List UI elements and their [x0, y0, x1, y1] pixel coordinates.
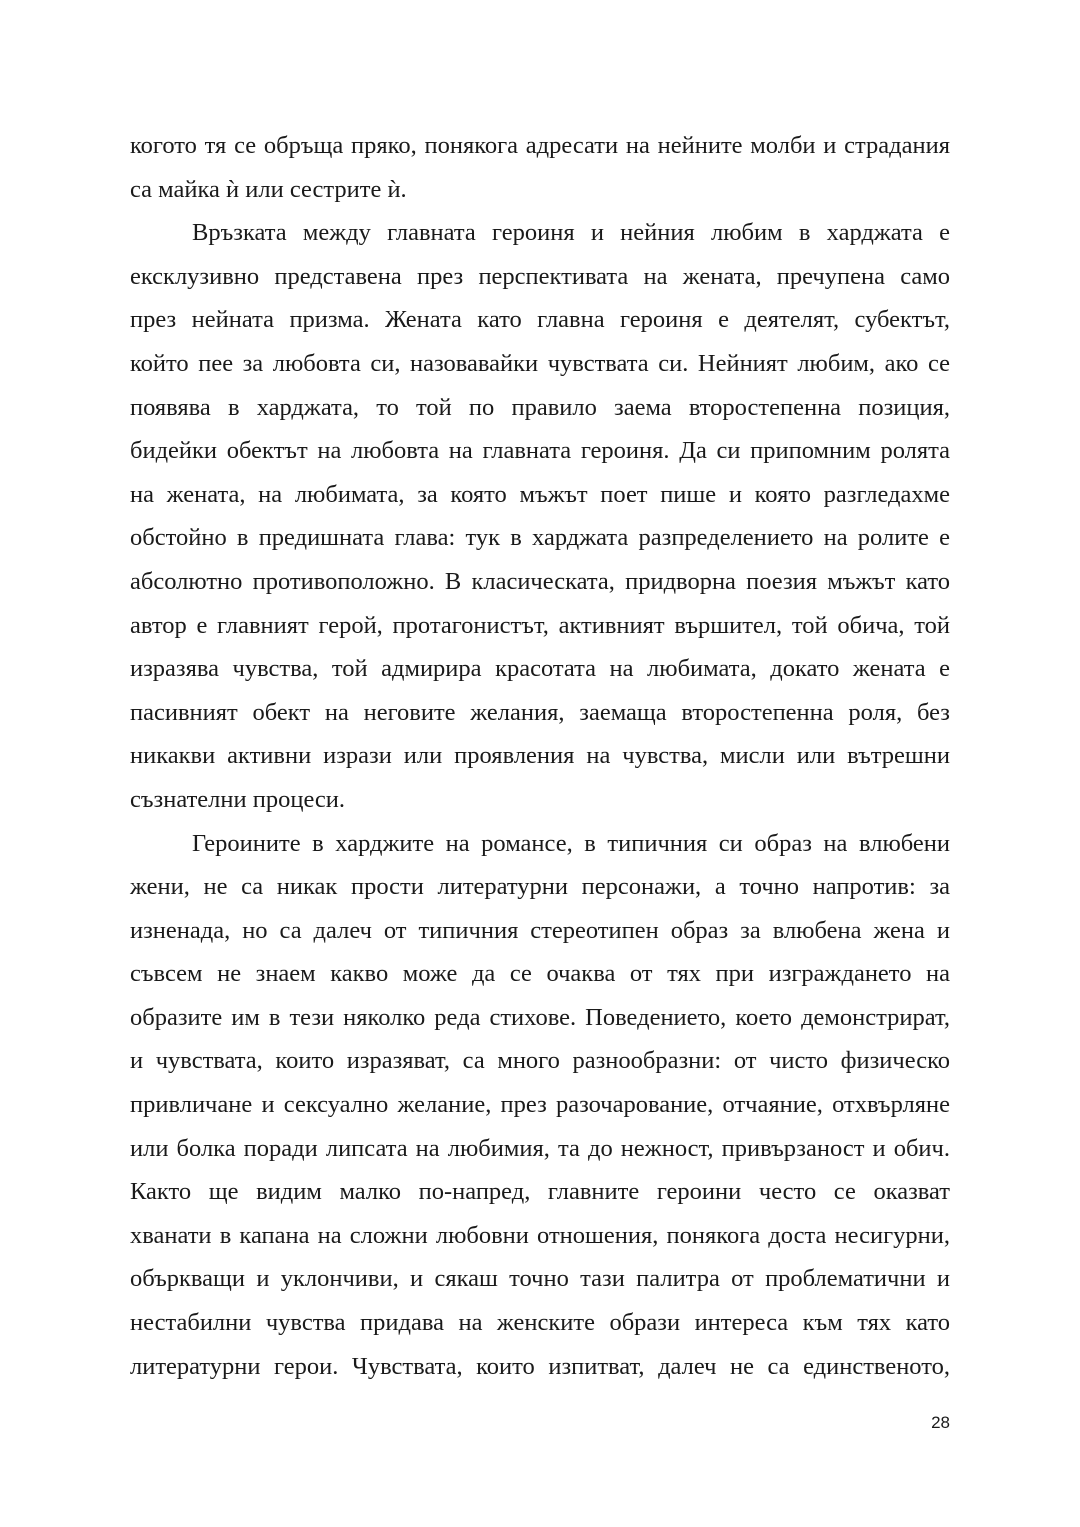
text-line: бидейки обектът на любовта на главната героиня. Да си припомним ролята: [130, 437, 950, 465]
text-line: през нейната призма. Жената като главна героиня е деятелят, субектът,: [130, 306, 950, 334]
text-line: автор е главният герой, протагонистът, активният вършител, той обича, той: [130, 611, 950, 639]
text-line: Връзката между главната героиня и нейния любим в харджата е: [192, 219, 950, 247]
text-line: ексклузивно представена през перспективата на жената, пречупена само: [130, 262, 950, 290]
text-line: объркващи и уклончиви, и сякаш точно тази палитра от проблематични и: [130, 1265, 950, 1293]
text-line: никакви активни изрази или проявления на чувства, мисли или вътрешни: [130, 742, 950, 770]
text-line: съвсем не знаем какво може да се очаква от тях при изграждането на: [130, 960, 950, 988]
text-line: появява в харджата, то той по правило заема второстепенна позиция,: [130, 393, 950, 421]
page-number: 28: [931, 1413, 950, 1432]
text-line: привличане и сексуално желание, през разочарование, отчаяние, отхвърляне: [130, 1091, 950, 1119]
text-line: образите им в тези няколко реда стихове. Поведението, което демонстрират,: [130, 1003, 950, 1031]
text-line: литературни герои. Чувствата, които изпитват, далеч не са единственото,: [130, 1352, 950, 1380]
text-line: нестабилни чувства придава на женските образи интереса към тях като: [130, 1309, 950, 1337]
text-line: обстойно в предишната глава: тук в харджата разпределението на ролите е: [130, 524, 950, 552]
text-line: когото тя се обръща пряко, понякога адресати на нейните молби и страдания: [130, 132, 950, 159]
paragraph: [130, 822, 950, 1389]
text-line: са майка ѝ или сестрите ѝ.: [130, 175, 407, 203]
text-line: жени, не са никак прости литературни персонажи, а точно напротив: за: [130, 873, 950, 901]
text-line: изразява чувства, той адмирира красотата на любимата, докато жената е: [130, 655, 950, 683]
text-line: и чувствата, които изразяват, са много разнообразни: от чисто физическо: [130, 1047, 950, 1075]
text-line: пасивният обект на неговите желания, заемаща второстепенна роля, без: [130, 698, 950, 726]
body-text: [130, 124, 950, 1388]
text-line: хванати в капана на сложни любовни отношения, понякога доста несигурни,: [130, 1221, 950, 1249]
text-line: на жената, на любимата, за която мъжът поет пише и която разгледахме: [130, 480, 950, 508]
text-line: изненада, но са далеч от типичния стереотипен образ за влюбена жена и: [130, 916, 950, 944]
text-line: Както ще видим малко по-напред, главните героини често се оказват: [130, 1178, 950, 1206]
text-line: който пее за любовта си, назовавайки чувствата си. Нейният любим, ако се: [130, 349, 950, 377]
text-line: Героините в харджите на романсе, в типичния си образ на влюбени: [192, 829, 950, 857]
paragraph: [130, 211, 950, 821]
text-line: съзнателни процеси.: [130, 785, 346, 813]
paragraph: [130, 124, 950, 211]
text-line: абсолютно противоположно. В класическата, придворна поезия мъжът като: [130, 567, 950, 595]
text-line: или болка поради липсата на любимия, та до нежност, привързаност и обич.: [130, 1134, 950, 1162]
